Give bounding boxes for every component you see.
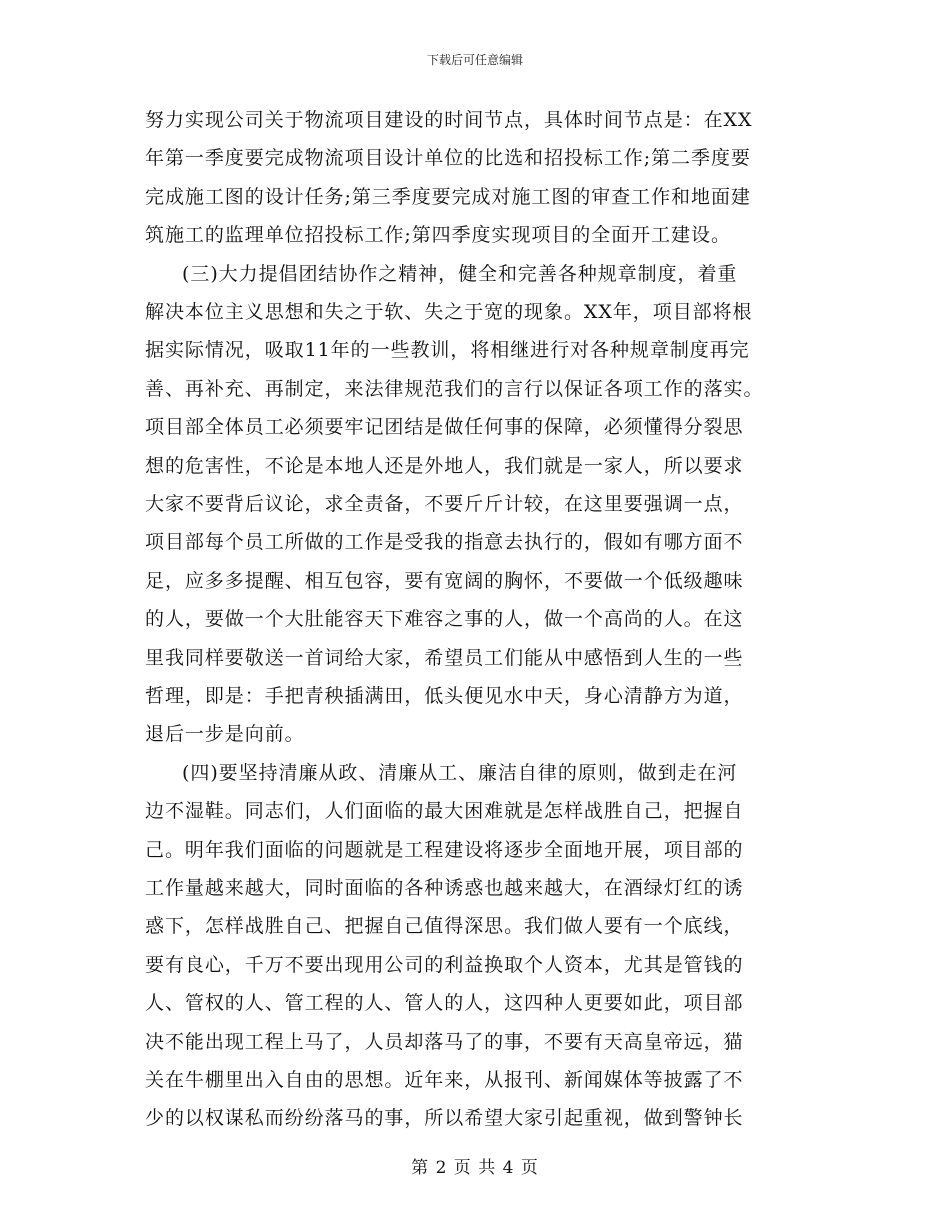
text-line: 里我同样要敬送一首词给大家，希望员工们能从中感悟到人生的一些 [145, 647, 744, 669]
text-line: 年第一季度要完成物流项目设计单位的比选和招投标工作;第二季度要 [145, 147, 751, 169]
text-line: 边不湿鞋。同志们，人们面临的最大困难就是怎样战胜自己，把握自 [145, 800, 744, 822]
text-line: 足，应多多提醒、相互包容，要有宽阔的胸怀，不要做一个低级趣味 [145, 570, 744, 592]
text-line: 完成施工图的设计任务;第三季度要完成对施工图的审查工作和地面建 [145, 186, 751, 208]
text-line: 关在牛棚里出入自由的思想。近年来，从报刊、新闻媒体等披露了不 [145, 1069, 744, 1091]
text-line: 据实际情况，吸取11年的一些教训，将相继进行对各种规章制度再完 [145, 339, 750, 361]
text-line: 筑施工的监理单位招投标工作;第四季度实现项目的全面开工建设。 [145, 224, 731, 246]
text-line: 己。明年我们面临的问题就是工程建设将逐步全面地开展，项目部的 [145, 839, 744, 861]
text-line: 少的以权谋私而纷纷落马的事，所以希望大家引起重视，做到警钟长 [145, 1107, 744, 1129]
paragraph-4-first-line: (四)要坚持清廉从政、清廉从工、廉洁自律的原则，做到走在河 [182, 762, 738, 784]
text-line: 解决本位主义思想和失之于软、失之于宽的现象。XX年，项目部将根 [145, 301, 753, 323]
text-line: 退后一步是向前。 [145, 723, 305, 745]
text-line: 惑下，怎样战胜自己、把握自己值得深思。我们做人要有一个底线， [145, 915, 744, 937]
text-line: 工作量越来越大，同时面临的各种诱惑也越来越大，在酒绿灯红的诱 [145, 877, 744, 899]
text-line: 决不能出现工程上马了，人员却落马了的事，不要有天高皇帝远，猫 [145, 1031, 744, 1053]
page-header: 下载后可任意编辑 [426, 53, 523, 67]
text-line: 哲理，即是：手把青秧插满田，低头便见水中天，身心清静方为道， [145, 685, 744, 707]
text-line: 大家不要背后议论，求全责备，不要斤斤计较，在这里要强调一点， [145, 493, 744, 515]
text-line: 项目部每个员工所做的工作是受我的指意去执行的，假如有哪方面不 [145, 531, 744, 553]
text-line: 项目部全体员工必须要牢记团结是做任何事的保障，必须懂得分裂思 [145, 416, 744, 438]
text-line: 努力实现公司关于物流项目建设的时间节点，具体时间节点是：在XX [145, 109, 753, 131]
page-number-footer: 第 2 页 共 4 页 [411, 1158, 539, 1178]
text-line: 想的危害性，不论是本地人还是外地人，我们就是一家人，所以要求 [145, 455, 744, 477]
text-line: 人、管权的人、管工程的人、管人的人，这四种人更要如此，项目部 [145, 992, 744, 1014]
text-line: 要有良心，千万不要出现用公司的利益换取个人资本，尤其是管钱的 [145, 954, 744, 976]
paragraph-3-first-line: (三)大力提倡团结协作之精神，健全和完善各种规章制度，着重 [182, 263, 738, 285]
text-line: 的人，要做一个大肚能容天下难容之事的人，做一个高尚的人。在这 [145, 608, 744, 630]
text-line: 善、再补充、再制定，来法律规范我们的言行以保证各项工作的落实。 [145, 378, 764, 400]
